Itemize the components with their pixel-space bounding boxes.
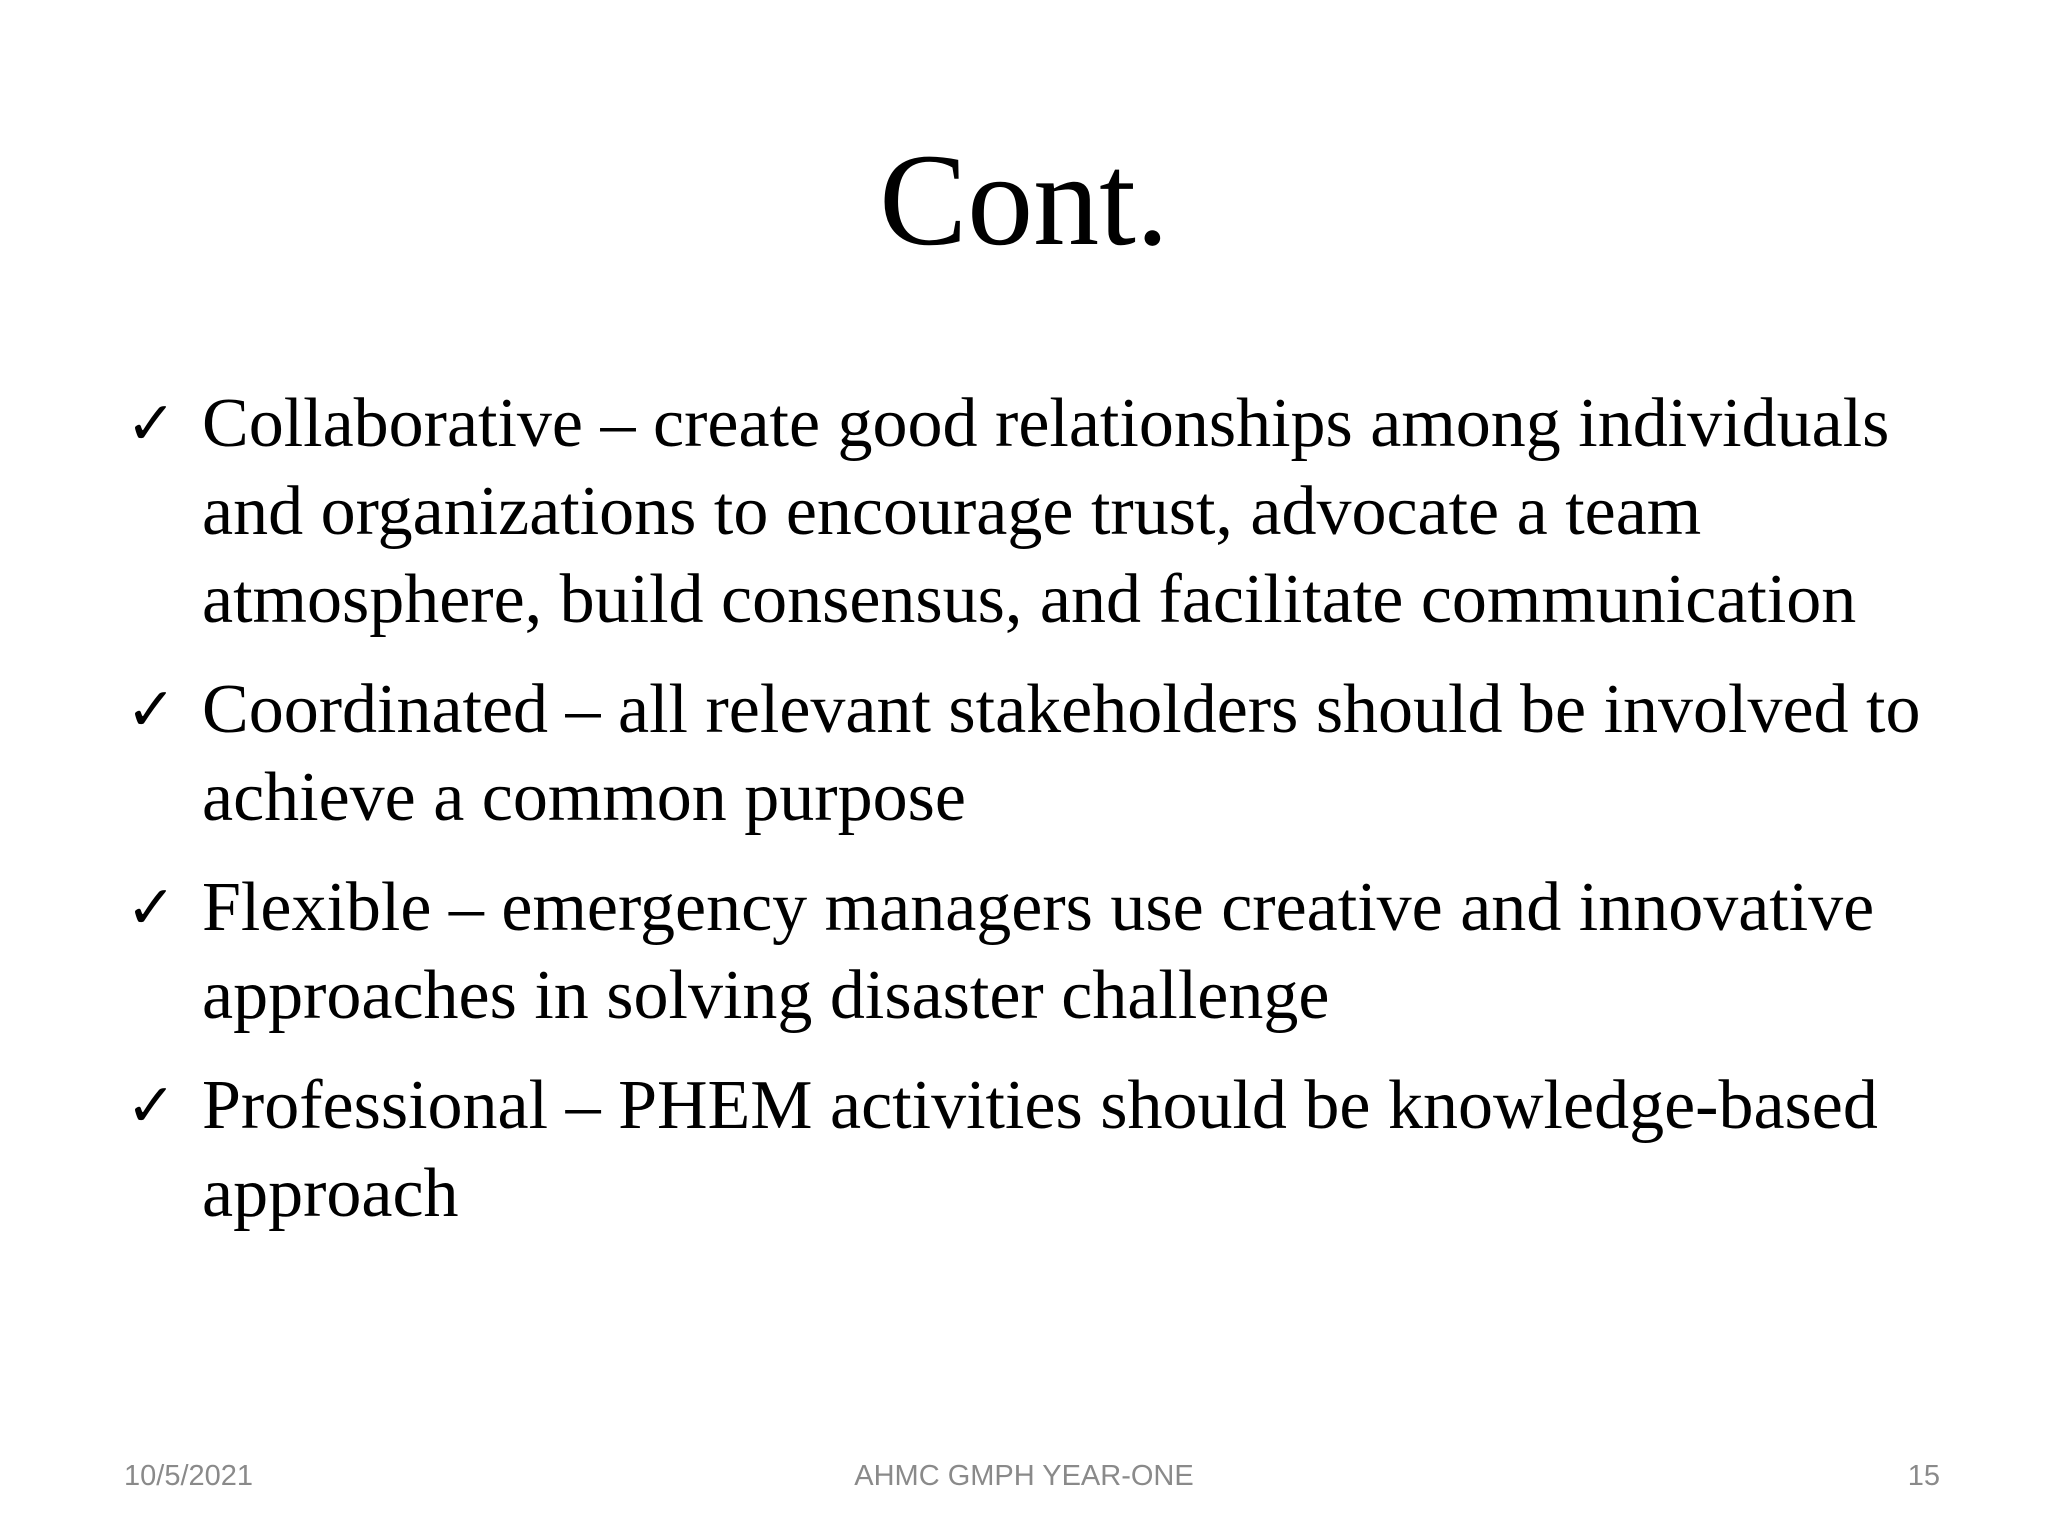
bullet-item — [126, 666, 1966, 842]
checkmark-icon: ✓ — [126, 873, 177, 943]
bullet-text: Collaborative – create good relationships among individuals and organizations to encourage trust, advocate a team atmosphere, build consensus, and facilitate communication — [202, 385, 1890, 638]
bullet-text: Flexible – emergency managers use creative and innovative approaches in solving disaster challenge — [202, 869, 1875, 1034]
bullet-list — [126, 380, 1966, 1260]
footer-center-text: AHMC GMPH YEAR-ONE — [854, 1460, 1194, 1492]
bullet-item — [126, 380, 1966, 644]
checkmark-icon: ✓ — [126, 675, 177, 745]
slide-title: Cont. — [879, 126, 1169, 273]
page-number: 15 — [1907, 1460, 1940, 1492]
checkmark-icon: ✓ — [126, 389, 177, 459]
bullet-item — [126, 864, 1966, 1040]
bullet-text: Professional – PHEM activities should be knowledge-based approach — [202, 1067, 1878, 1232]
bullet-text: Coordinated – all relevant stakeholders should be involved to achieve a common purpose — [202, 671, 1921, 836]
bullet-item — [126, 1062, 1966, 1238]
checkmark-icon: ✓ — [126, 1071, 177, 1141]
footer-date: 10/5/2021 — [124, 1460, 254, 1492]
